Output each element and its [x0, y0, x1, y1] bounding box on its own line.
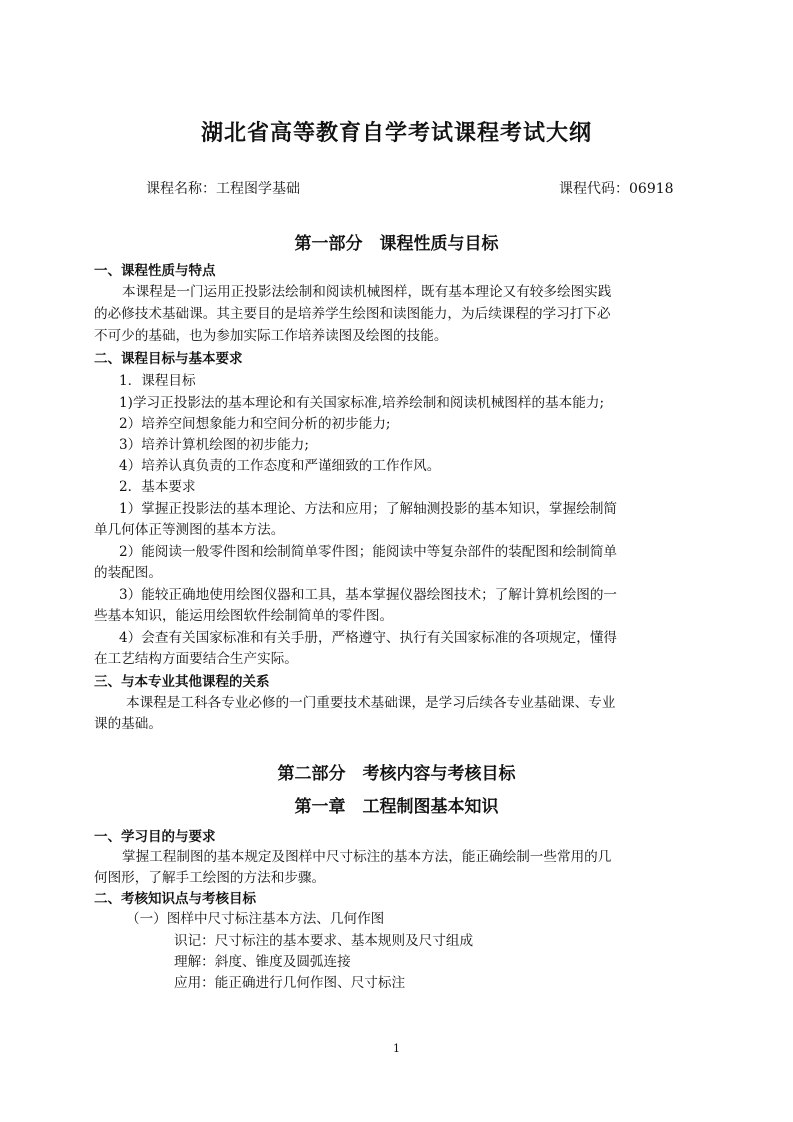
paragraph-line: 1．课程目标	[119, 373, 196, 389]
paragraph-line: 2）能阅读一般零件图和绘制简单零件图；能阅读中等复杂部件的装配图和绘制简单	[119, 544, 618, 560]
paragraph-line: 在工艺结构方面要结合生产实际。	[94, 651, 298, 667]
paragraph-line: 的必修技术基础课。其主要目的是培养学生绘图和读图能力，为后续课程的学习打下必	[94, 306, 611, 322]
paragraph-line: 2）培养空间想象能力和空间分析的初步能力;	[119, 416, 391, 432]
part1-heading: 第一部分 课程性质与目标	[294, 234, 499, 254]
paragraph-line: 3）能较正确地使用绘图仪器和工具，基本掌握仪器绘图技术；了解计算机绘图的一	[119, 587, 618, 603]
paragraph-line: 何图形，了解手工绘图的方法和步骤。	[94, 870, 326, 886]
paragraph-line: 单几何体正等测图的基本方法。	[94, 522, 285, 538]
paragraph-line: 4）会查有关国家标准和有关手册，严格遵守、执行有关国家标准的各项规定，懂得	[119, 630, 618, 646]
section-heading: 一、学习目的与要求	[94, 829, 216, 845]
paragraph-line: 1)学习正投影法的基本理论和有关国家标准,培养绘制和阅读机械图样的基本能力;	[119, 395, 605, 411]
document-title: 湖北省高等教育自学考试课程考试大纲	[200, 121, 592, 146]
paragraph-line: 本课程是一门运用正投影法绘制和阅读机械图样，既有基本理论又有较多绘图实践	[122, 284, 612, 300]
paragraph-line: 的装配图。	[94, 565, 162, 581]
paragraph-line: （一）图样中尺寸标注基本方法、几何作图	[126, 911, 385, 927]
paragraph-line: 2．基本要求	[119, 479, 196, 495]
paragraph-line: 不可少的基础，也为参加实际工作培养读图及绘图的技能。	[94, 328, 448, 344]
paragraph-line: 课的基础。	[94, 716, 162, 732]
chapter-heading: 第一章 工程制图基本知识	[294, 797, 499, 817]
section-heading: 二、考核知识点与考核目标	[94, 891, 256, 907]
section-heading: 二、课程目标与基本要求	[94, 351, 243, 367]
page-number: 1	[393, 1042, 400, 1055]
paragraph-line: 本课程是工科各专业必修的一门重要技术基础课，是学习后续各专业基础课、专业	[126, 695, 616, 711]
course-code: 课程代码：06918	[559, 181, 674, 197]
paragraph-line: 识记：尺寸标注的基本要求、基本规则及尺寸组成	[174, 933, 474, 949]
section-heading: 三、与本专业其他课程的关系	[94, 674, 270, 690]
paragraph-line: 掌握工程制图的基本规定及图样中尺寸标注的基本方法，能正确绘制一些常用的几	[122, 849, 612, 865]
paragraph-line: 理解：斜度、锥度及圆弧连接	[174, 954, 351, 970]
paragraph-line: 应用：能正确进行几何作图、尺寸标注	[174, 975, 406, 991]
paragraph-line: 些基本知识，能运用绘图软件绘制简单的零件图。	[94, 608, 394, 624]
paragraph-line: 4）培养认真负责的工作态度和严谨细致的工作作风。	[119, 458, 441, 474]
paragraph-line: 3）培养计算机绘图的初步能力;	[119, 437, 309, 453]
paragraph-line: 1）掌握正投影法的基本理论、方法和应用；了解轴测投影的基本知识，掌握绘制简	[119, 501, 618, 517]
section-heading: 一、课程性质与特点	[94, 263, 216, 279]
course-name: 课程名称：工程图学基础	[146, 181, 300, 197]
part2-heading: 第二部分 考核内容与考核目标	[277, 764, 516, 784]
